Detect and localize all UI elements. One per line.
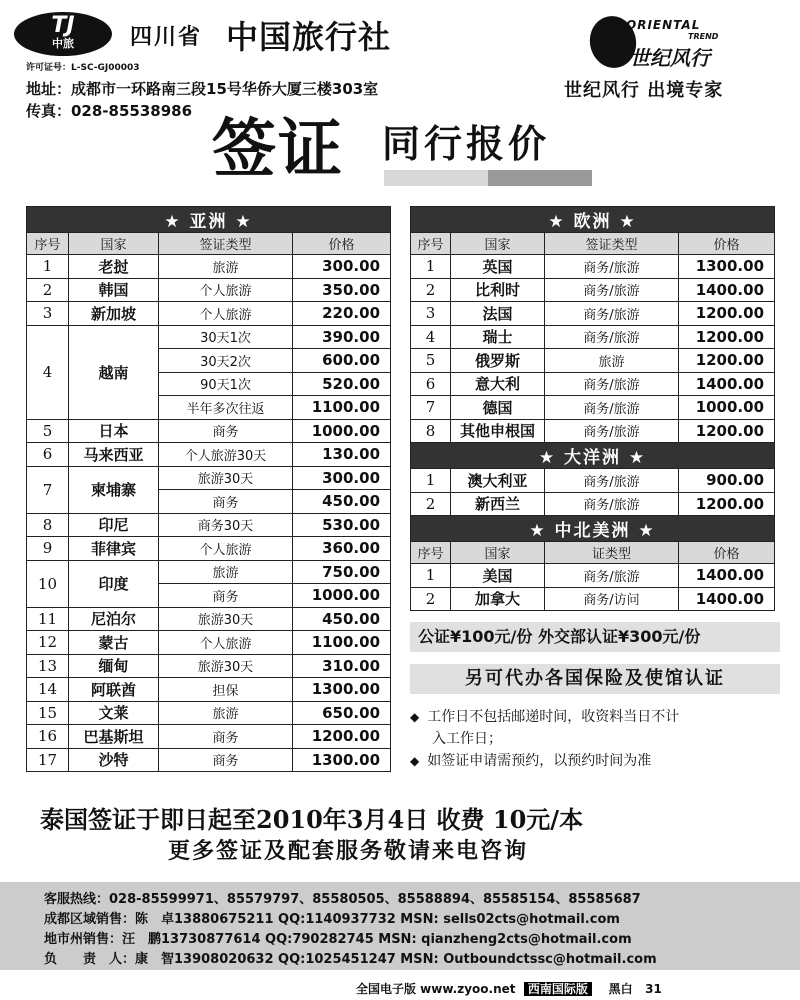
country-name: 新西兰 [451,492,545,516]
license-number: 许可证号：L-SC-GJ00003 [26,63,140,73]
table-row [27,513,391,537]
agency-name: 中国旅行社 [226,18,392,56]
visa-type: 90天1次 [159,372,293,396]
price: 1100.00 [293,396,391,420]
header-no: 序号 [411,542,451,564]
visa-type: 旅游 [545,349,679,373]
row-number: 8 [411,419,451,443]
table-row [411,325,775,349]
visa-type: 商务/旅游 [545,469,679,493]
extra-services-banner: 另可代办各国保险及使馆认证 [410,664,780,694]
country-name: 柬埔寨 [69,466,159,513]
row-number: 5 [411,349,451,373]
country-name: 阿联酋 [69,678,159,702]
brand-cn: 世纪风行 [630,46,710,70]
america-section-title: ★ 中北美洲 ★ [411,516,775,542]
visa-type: 旅游 [159,560,293,584]
europe-oceania-america-table [410,206,775,611]
price: 1000.00 [293,584,391,608]
row-number: 3 [411,302,451,326]
row-number: 17 [27,748,69,772]
row-number: 1 [411,255,451,279]
price: 1300.00 [293,748,391,772]
table-row [27,725,391,749]
country-name: 澳大利亚 [451,469,545,493]
row-number: 3 [27,302,69,326]
asia-visa-table [26,206,391,772]
visa-type: 30天1次 [159,325,293,349]
price: 1200.00 [679,349,775,373]
visa-type: 商务30天 [159,513,293,537]
row-number: 7 [411,396,451,420]
table-row [411,302,775,326]
table-row [27,654,391,678]
table-row [27,748,391,772]
title-bar-dark [488,170,592,186]
note-2 [410,750,651,772]
table-row [27,325,391,349]
table-row [411,587,775,611]
row-number: 4 [411,325,451,349]
logo-mark: TJ [51,13,75,38]
page-number: 31 [645,982,662,996]
row-number: 14 [27,678,69,702]
oceania-section-title-row [411,443,775,469]
visa-type: 商务/旅游 [545,255,679,279]
visa-type: 个人旅游 [159,302,293,326]
price: 130.00 [293,443,391,467]
note-text: 入工作日； [432,731,502,747]
visa-type: 商务/旅游 [545,396,679,420]
price: 750.00 [293,560,391,584]
price: 1400.00 [679,587,775,611]
visa-type: 商务/旅游 [545,325,679,349]
visa-type: 旅游 [159,701,293,725]
row-number: 5 [27,419,69,443]
hotline: 客服热线：028-85599971、85579797、85580505、85588894、85585154、85585687 [44,892,641,907]
price: 220.00 [293,302,391,326]
price: 1200.00 [679,302,775,326]
visa-type: 商务/访问 [545,587,679,611]
price: 360.00 [293,537,391,561]
table-row [411,255,775,279]
row-number: 2 [411,587,451,611]
visa-type: 旅游30天 [159,607,293,631]
visa-type: 商务 [159,584,293,608]
country-name: 瑞士 [451,325,545,349]
visa-type: 商务/旅游 [545,278,679,302]
country-name: 老挝 [69,255,159,279]
more-services-line: 更多签证及配套服务敬请来电咨询 [168,839,529,864]
america-section-title-row [411,516,775,542]
table-row [411,419,775,443]
visa-type: 个人旅游 [159,278,293,302]
europe-header-row [411,233,775,255]
price: 1200.00 [293,725,391,749]
table-row [27,631,391,655]
country-name: 菲律宾 [69,537,159,561]
price: 900.00 [679,469,775,493]
visa-type: 商务/旅游 [545,372,679,396]
oriental-trend-logo [590,16,740,72]
row-number: 11 [27,607,69,631]
row-number: 6 [27,443,69,467]
province: 四川省 [130,25,203,50]
color-label: 黑白 [608,982,633,996]
asia-section-title: ★ 亚洲 ★ [27,207,391,233]
visa-type: 半年多次往返 [159,396,293,420]
country-name: 缅甸 [69,654,159,678]
diamond-icon: ◆ [410,710,420,724]
price: 300.00 [293,255,391,279]
visa-type: 商务 [159,419,293,443]
visa-type: 30天2次 [159,349,293,373]
country-name: 德国 [451,396,545,420]
table-row [27,419,391,443]
row-number: 7 [27,466,69,513]
country-name: 日本 [69,419,159,443]
table-row [27,607,391,631]
sales-chengdu: 成都区域销售：陈 卓13880675211 QQ:1140937732 MSN: sells02cts@hotmail.com [44,912,620,927]
visa-type: 商务/旅游 [545,492,679,516]
table-row [411,469,775,493]
visa-type: 商务/旅游 [545,302,679,326]
row-number: 6 [411,372,451,396]
header-no: 序号 [27,233,69,255]
country-name: 其他申根国 [451,419,545,443]
row-number: 13 [27,654,69,678]
row-number: 9 [27,537,69,561]
table-row [411,396,775,420]
fax: 传真：028-85538986 [26,102,193,120]
header-visa-type: 签证类型 [159,233,293,255]
note-text: 工作日不包括邮递时间，收资料当日不计 [427,709,680,725]
diamond-icon: ◆ [410,754,420,768]
price: 450.00 [293,607,391,631]
note-text: 如签证申请需预约，以预约时间为准 [427,753,652,769]
price: 1000.00 [679,396,775,420]
brand-en-2: TREND [688,32,719,41]
sales-regional: 地市州销售：汪 鹏13730877614 QQ:790282745 MSN: qianzheng2cts@hotmail.com [44,932,632,947]
visa-type: 个人旅游 [159,537,293,561]
table-row [27,466,391,490]
asia-header-row [27,233,391,255]
row-number: 4 [27,325,69,419]
price: 1200.00 [679,419,775,443]
price: 1000.00 [293,419,391,443]
oceania-section-title: ★ 大洋洲 ★ [411,443,775,469]
table-row [27,537,391,561]
visa-type: 商务 [159,490,293,514]
table-row [27,678,391,702]
country-name: 印尼 [69,513,159,537]
row-number: 2 [27,278,69,302]
visa-type: 商务 [159,748,293,772]
header-no: 序号 [411,233,451,255]
logo-sub: 中旅 [52,37,74,50]
row-number: 1 [411,564,451,588]
row-number: 15 [27,701,69,725]
row-number: 10 [27,560,69,607]
country-name: 俄罗斯 [451,349,545,373]
price: 310.00 [293,654,391,678]
edition-label: 全国电子版 www.zyoo.net [356,982,516,996]
country-name: 蒙古 [69,631,159,655]
country-name: 越南 [69,325,159,419]
price: 1100.00 [293,631,391,655]
table-row [27,701,391,725]
cits-logo [14,12,112,56]
country-name: 美国 [451,564,545,588]
country-name: 意大利 [451,372,545,396]
note-1-cont [432,728,502,750]
country-name: 英国 [451,255,545,279]
price: 1200.00 [679,492,775,516]
visa-type: 旅游30天 [159,466,293,490]
title-bar-light [384,170,488,186]
visa-type: 商务/旅游 [545,419,679,443]
country-name: 韩国 [69,278,159,302]
country-name: 印度 [69,560,159,607]
table-row [411,278,775,302]
header-visa-type: 签证类型 [545,233,679,255]
brand-en-1: ORIENTAL [626,18,701,32]
page-footer [356,980,662,997]
row-number: 2 [411,278,451,302]
row-number: 8 [27,513,69,537]
country-name: 法国 [451,302,545,326]
row-number: 2 [411,492,451,516]
country-name: 巴基斯坦 [69,725,159,749]
price: 1400.00 [679,372,775,396]
price: 1400.00 [679,278,775,302]
country-name: 文莱 [69,701,159,725]
country-name: 新加坡 [69,302,159,326]
slogan: 世纪风行 出境专家 [564,80,724,101]
price: 650.00 [293,701,391,725]
row-number: 1 [27,255,69,279]
table-row [411,564,775,588]
header-country: 国家 [69,233,159,255]
table-row [411,372,775,396]
price: 600.00 [293,349,391,373]
row-number: 16 [27,725,69,749]
title-big: 签证 [212,113,344,187]
europe-section-title: ★ 欧洲 ★ [411,207,775,233]
visa-type: 商务/旅游 [545,564,679,588]
header-price: 价格 [293,233,391,255]
table-row [411,349,775,373]
visa-type: 担保 [159,678,293,702]
table-row [27,255,391,279]
row-number: 12 [27,631,69,655]
visa-type: 旅游30天 [159,654,293,678]
visa-type: 商务 [159,725,293,749]
visa-type: 个人旅游30天 [159,443,293,467]
contact-panel [0,882,800,970]
price: 1400.00 [679,564,775,588]
thailand-visa-promo: 泰国签证于即日起至2010年3月4日 收费 10元/本 [40,805,584,834]
country-name: 加拿大 [451,587,545,611]
table-row [27,302,391,326]
price: 300.00 [293,466,391,490]
header-price: 价格 [679,542,775,564]
price: 450.00 [293,490,391,514]
country-name: 沙特 [69,748,159,772]
price: 530.00 [293,513,391,537]
table-row [27,443,391,467]
header-country: 国家 [451,233,545,255]
header-country: 国家 [451,542,545,564]
title-small: 同行报价 [382,122,551,166]
table-row [411,492,775,516]
country-name: 马来西亚 [69,443,159,467]
table-row [27,560,391,584]
price: 520.00 [293,372,391,396]
header-visa-type: 证类型 [545,542,679,564]
visa-type: 个人旅游 [159,631,293,655]
visa-type: 旅游 [159,255,293,279]
address: 地址：成都市一环路南三段15号华侨大厦三楼303室 [26,80,379,98]
fees-banner: 公证¥100元/份 外交部认证¥300元/份 [410,622,780,652]
country-name: 尼泊尔 [69,607,159,631]
section-label: 西南国际版 [524,982,592,996]
price: 1300.00 [679,255,775,279]
price: 1200.00 [679,325,775,349]
country-name: 比利时 [451,278,545,302]
price: 390.00 [293,325,391,349]
row-number: 1 [411,469,451,493]
note-1 [410,706,679,728]
price: 1300.00 [293,678,391,702]
price: 350.00 [293,278,391,302]
america-header-row [411,542,775,564]
manager-contact: 负 责 人：康 智13908020632 QQ:1025451247 MSN: Outboundctssc@hotmail.com [44,952,657,967]
header-price: 价格 [679,233,775,255]
table-row [27,278,391,302]
